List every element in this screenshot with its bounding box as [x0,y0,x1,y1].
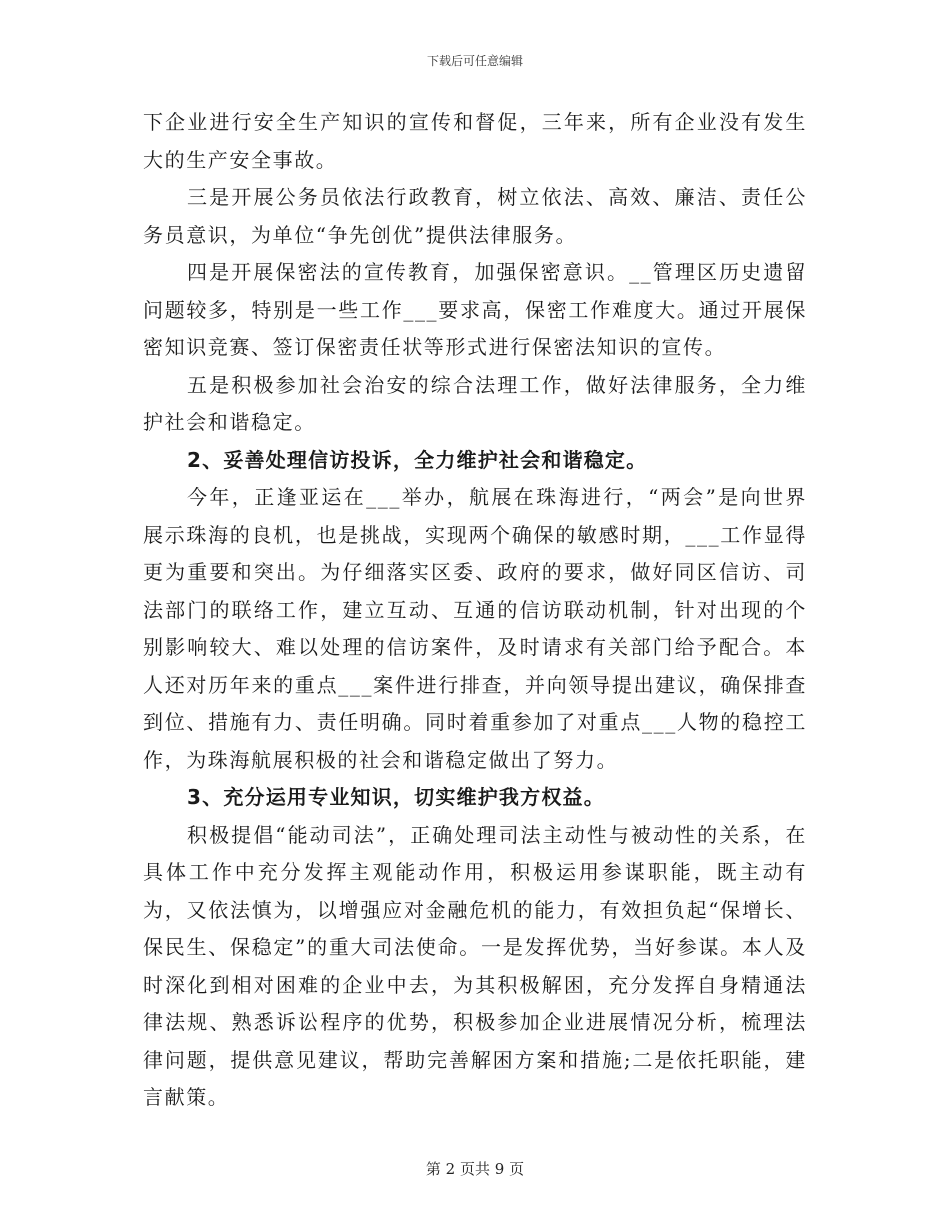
paragraph-point-four: 四是开展保密法的宣传教育，加强保密意识。__管理区历史遗留问题较多，特别是一些工作___要求高，保密工作难度大。通过开展保密知识竞赛、签订保密责任状等形式进行保密法知识的宣传。 [143,260,807,359]
paragraph-continuation: 下企业进行安全生产知识的宣传和督促，三年来，所有企业没有发生大的生产安全事故。 [143,110,807,172]
page-footer: 第 2 页共 9 页 [425,1160,525,1178]
page-header: 下载后可任意编辑 [426,54,523,68]
paragraph-petitions: 今年，正逢亚运在___举办，航展在珠海进行，“两会”是向世界展示珠海的良机，也是挑战，实现两个确保的敏感时期，___工作显得更为重要和突出。为仔细落实区委、政府的要求，做好同区信访、司法部门的联络工作，建立互动、互通的信访联动机制，针对出现的个别影响较大、难以处理的信访案件，及时请求有关部门给予配合。本人还对历年来的重点___案件进行排查，并向领导提出建议，确保排查到位、措施有力、责任明确。同时着重参加了对重点___人物的稳控工作，为珠海航展积极的社会和谐稳定做出了努力。 [143,485,807,772]
paragraph-active-justice: 积极提倡“能动司法”，正确处理司法主动性与被动性的关系，在具体工作中充分发挥主观能动作用，积极运用参谋职能，既主动有为，又依法慎为，以增强应对金融危机的能力，有效担负起“保增长、保民生、保稳定”的重大司法使命。一是发挥优势，当好参谋。本人及时深化到相对困难的企业中去，为其积极解困，充分发挥自身精通法律法规、熟悉诉讼程序的优势，积极参加企业进展情况分析，梳理法律问题，提供意见建议，帮助完善解困方案和措施;二是依托职能，建言献策。 [143,822,807,1109]
section-heading-2: 2、妥善处理信访投诉，全力维护社会和谐稳定。 [187,447,648,472]
paragraph-point-five: 五是积极参加社会治安的综合法理工作，做好法律服务，全力维护社会和谐稳定。 [143,372,807,434]
section-heading-3: 3、充分运用专业知识，切实维护我方权益。 [187,785,605,809]
paragraph-point-three: 三是开展公务员依法行政教育，树立依法、高效、廉洁、责任公务员意识，为单位“争先创优”提供法律服务。 [143,185,807,247]
document-body [143,104,807,1117]
